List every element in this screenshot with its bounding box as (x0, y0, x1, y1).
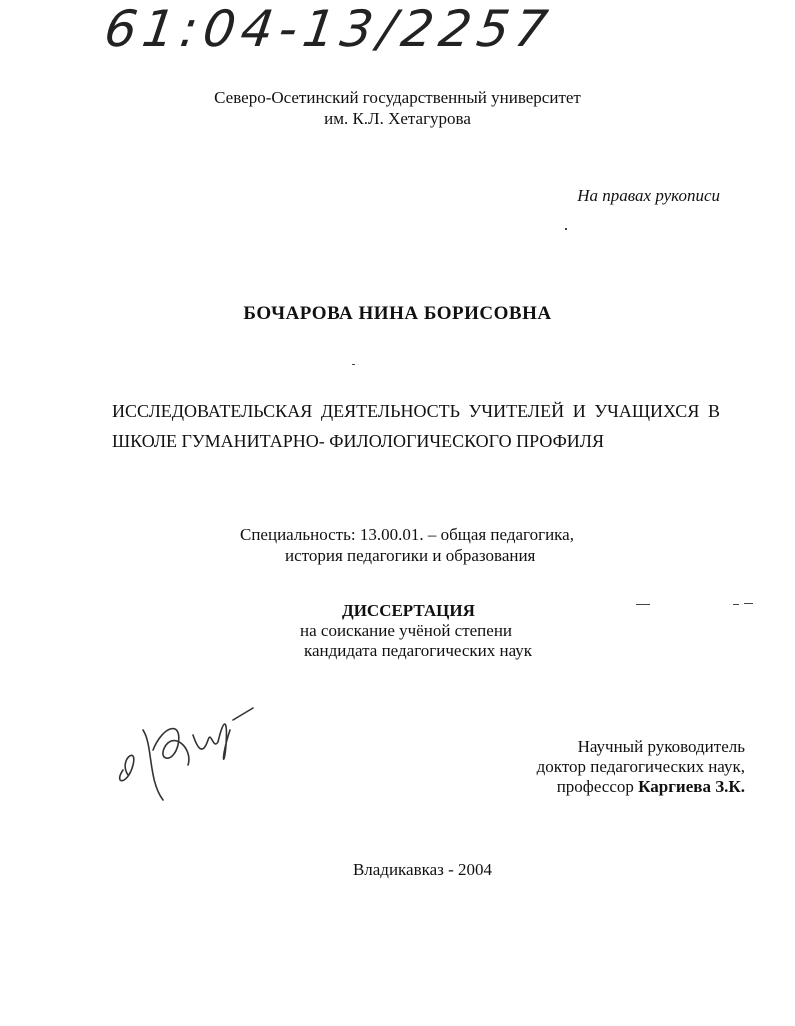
city-year: Владикавказ - 2004 (352, 860, 493, 879)
signature (108, 690, 258, 810)
title-line-1: ИССЛЕДОВАТЕЛЬСКАЯ ДЕЯТЕЛЬНОСТЬ УЧИТЕЛЕЙ И УЧАЩИХСЯ В (112, 401, 720, 421)
university-block (0, 87, 795, 129)
archive-number-handwritten: 61:04-13/2257 (100, 0, 557, 58)
rights-note: На правах рукописи (577, 186, 720, 205)
scan-speck (636, 604, 650, 605)
supervisor-degree: доктор педагогических наук, (536, 757, 745, 776)
dissertation-block (300, 601, 532, 661)
supervisor-name: Каргиева З.К. (638, 777, 745, 796)
degree-line-1: на соискание учёной степени (300, 621, 513, 640)
dissertation-heading: ДИССЕРТАЦИЯ (342, 601, 475, 620)
scan-speck (744, 603, 753, 604)
scan-speck (352, 364, 355, 365)
specialty-line-2: история педагогики и образования (285, 546, 536, 565)
dissertation-title (112, 396, 720, 456)
specialty-line-1: Специальность: 13.00.01. – общая педагогика, (240, 525, 574, 544)
supervisor-role: Научный руководитель (577, 737, 745, 756)
author-name: БОЧАРОВА НИНА БОРИСОВНА (243, 303, 552, 324)
degree-line-2: кандидата педагогических наук (304, 641, 533, 660)
scan-speck (565, 228, 567, 230)
scan-speck (733, 604, 739, 605)
supervisor-line-3 (537, 777, 745, 797)
supervisor-title: профессор (556, 777, 634, 796)
university-name: Северо-Осетинский государственный университет (214, 88, 581, 107)
supervisor-block (537, 737, 745, 797)
title-line-2: ШКОЛЕ ГУМАНИТАРНО- ФИЛОЛОГИЧЕСКОГО ПРОФИЛЯ (112, 431, 605, 451)
specialty-block (240, 524, 574, 566)
university-honorific: им. К.Л. Хетагурова (324, 109, 471, 128)
